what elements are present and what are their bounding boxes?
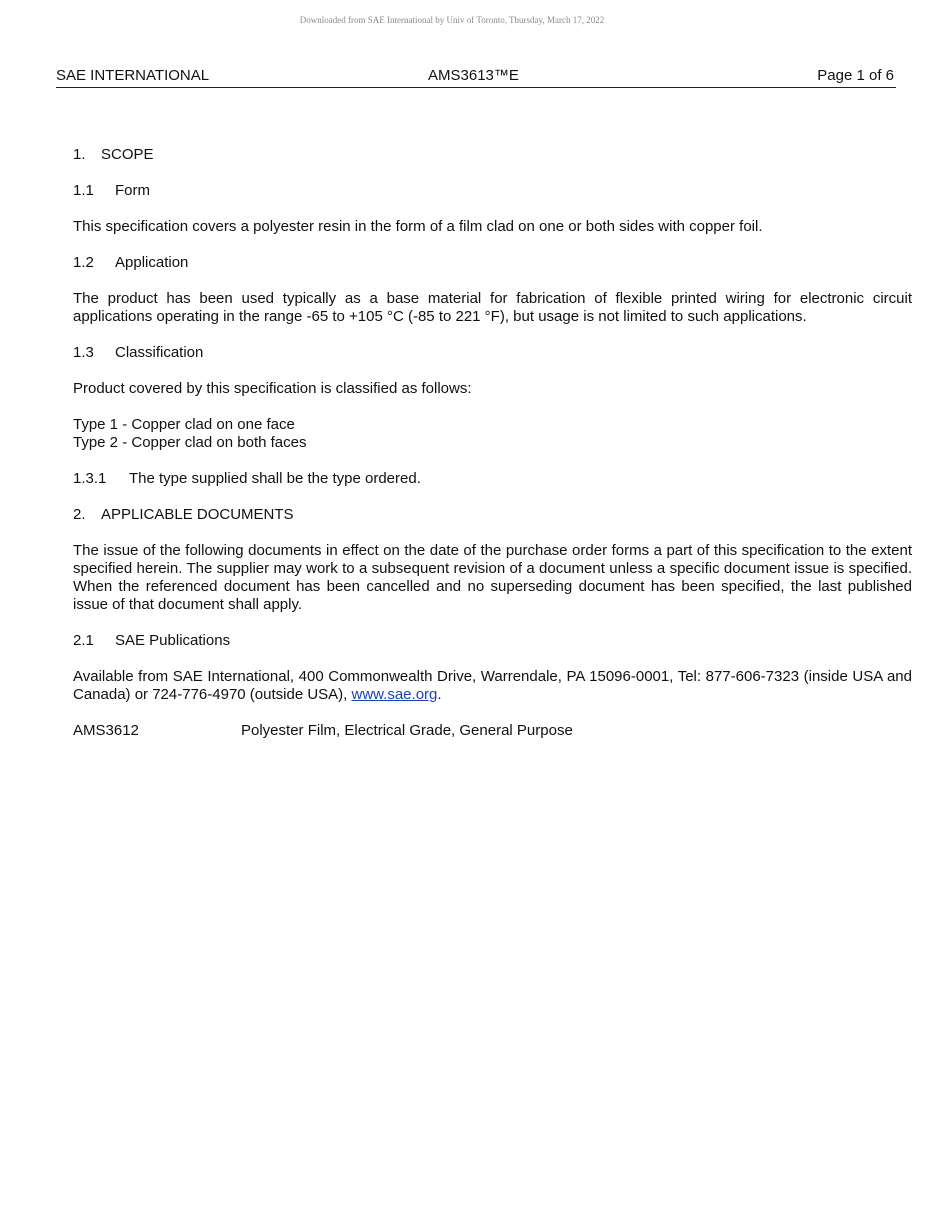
header-page-number: Page 1 of 6 [817, 67, 894, 84]
list-item: Type 2 - Copper clad on both faces [73, 434, 307, 451]
section-title: SAE Publications [115, 632, 231, 649]
section-text: The type supplied shall be the type ordered. [129, 470, 421, 487]
section-1-3-heading [73, 344, 912, 362]
section-number: 2. [73, 506, 86, 523]
section-2-1-text [73, 668, 912, 704]
page-header [56, 66, 896, 88]
header-publisher: SAE INTERNATIONAL [56, 67, 210, 84]
section-1-3-1-paragraph [73, 470, 912, 488]
document-body [73, 146, 912, 758]
section-number: 2.1 [73, 632, 94, 649]
section-1-1-text: This specification covers a polyester resin in the form of a film clad on one or both sides with copper foil. [73, 218, 763, 235]
sae-website-link[interactable]: www.sae.org [351, 686, 438, 703]
section-1-1-heading [73, 182, 912, 200]
section-title: SCOPE [101, 146, 154, 163]
section-1-3-text: Product covered by this specification is classified as follows: [73, 380, 472, 397]
type-list [73, 416, 912, 452]
section-number: 1. [73, 146, 86, 163]
section-number: 1.3 [73, 344, 94, 361]
section-2-text: The issue of the following documents in effect on the date of the purchase order forms a part of this specification to the extent specified herein. The supplier may work to a subsequent revision of a document unless a specific document issue is specified. When the referenced document has been cancelled and no superseding document has been specified, the last published issue of that document shall apply. [73, 542, 912, 613]
section-number: 1.3.1 [73, 470, 107, 487]
header-doc-number: AMS3613™E [428, 67, 519, 84]
list-item: Type 1 - Copper clad on one face [73, 416, 295, 433]
section-title: Form [115, 182, 150, 199]
section-title: APPLICABLE DOCUMENTS [101, 506, 294, 523]
section-text: Available from SAE International, 400 Commonwealth Drive, Warrendale, PA 15096-0001, Tel: 877-606-7323 (inside USA and Canada) or 724-776-4970 (outside USA), [73, 668, 912, 703]
section-title: Application [115, 254, 189, 271]
section-1-2-text: The product has been used typically as a base material for fabrication of flexible printed wiring for electronic circuit applications operating in the range -65 to +105 °C (-85 to 221 °F), but usage is not limited to such applications. [73, 290, 912, 325]
punctuation: . [437, 686, 442, 703]
section-number: 1.2 [73, 254, 94, 271]
section-2-1-heading [73, 632, 912, 650]
section-1-heading [73, 146, 912, 164]
document-code: AMS3612 [73, 722, 139, 739]
section-number: 1.1 [73, 182, 94, 199]
section-title: Classification [115, 344, 204, 361]
document-reference-row [73, 722, 912, 740]
document-title: Polyester Film, Electrical Grade, General Purpose [241, 722, 573, 739]
download-banner: Downloaded from SAE International by Univ of Toronto, Thursday, March 17, 2022 [299, 15, 605, 25]
section-2-heading [73, 506, 912, 524]
section-1-2-heading [73, 254, 912, 272]
